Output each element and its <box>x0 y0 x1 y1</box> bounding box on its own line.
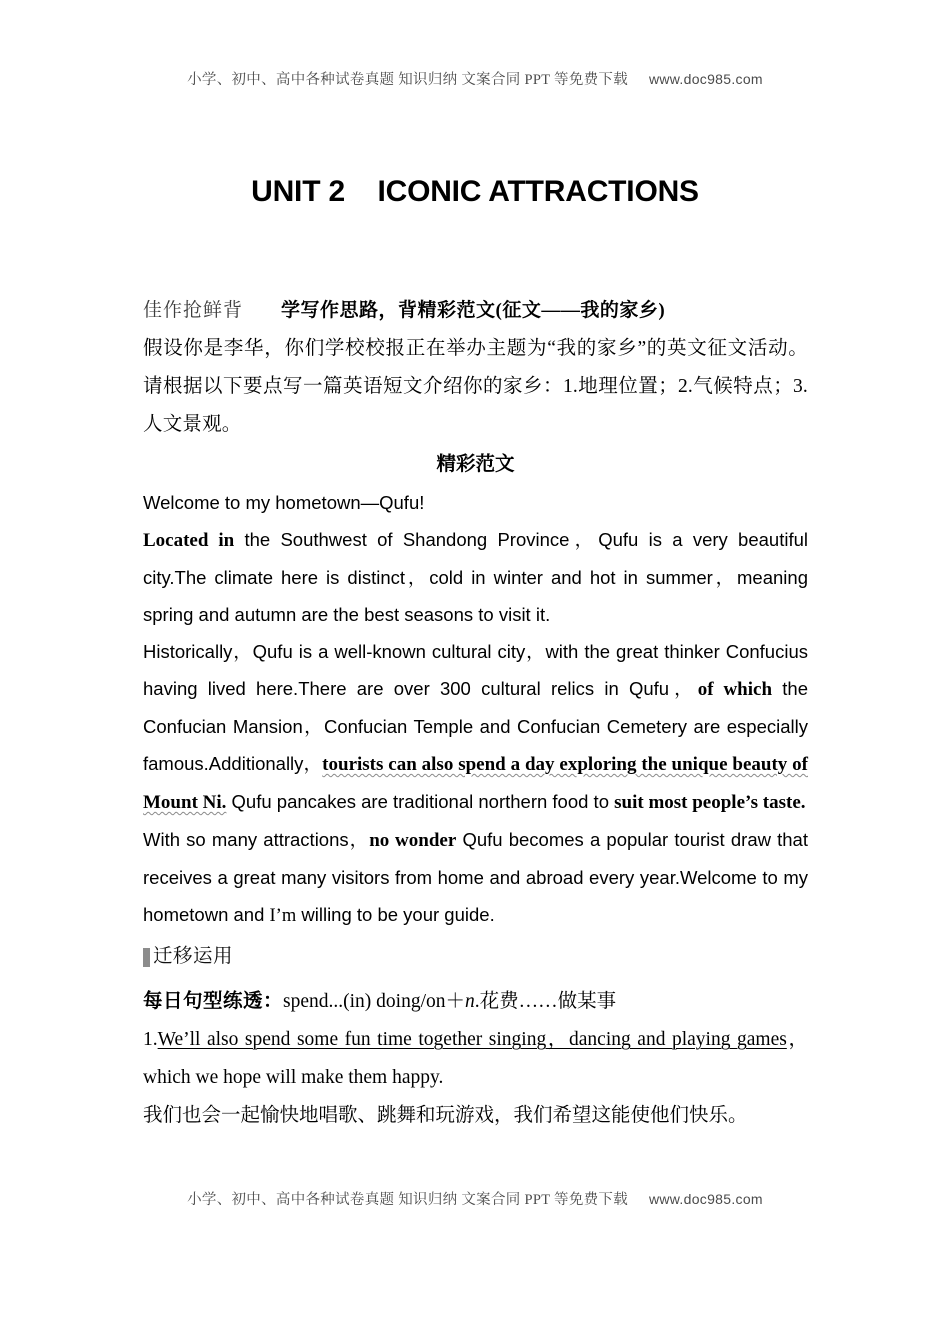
document-body <box>143 296 808 1135</box>
essay-p2-bold-lead: Located in <box>143 530 235 551</box>
section-heading-gap <box>243 300 281 321</box>
example-underlined-clause: We’ll also spend some fun time together singing，dancing and playing games <box>157 1029 787 1050</box>
essay-p4-text-2: Qufu becomes a popular tourist draw that receives a great many visitors from home and abroad every year.Welcome to my hometown and <box>143 829 808 925</box>
section-heading <box>143 296 808 326</box>
essay-p3-wavy-highlight: tourists can also spend a day exploring the unique beauty of Mount Ni. <box>143 754 808 813</box>
essay-p3-text-4: . <box>800 792 806 813</box>
daily-pattern-label: 每日句型练透： <box>143 991 284 1012</box>
essay-p4-serif-im: I’m <box>269 906 297 926</box>
essay-paragraph-4 <box>143 821 808 935</box>
running-head-url-text: www.doc985.com <box>648 71 763 87</box>
essay-p3-text-2: the Confucian Mansion，Confucian Temple and Confucian Cemetery are especially famous.Additionally， <box>143 678 808 774</box>
daily-pattern-line <box>143 983 808 1021</box>
running-foot-text: 小学、初中、高中各种试卷真题 知识归纳 文案合同 PPT 等免费下载 <box>187 1192 629 1208</box>
essay-p3-text-1: Historically，Qufu is a well-known cultural city，with the great thinker Confucius having lived here.There are over 300 cultural relics in Qufu， <box>143 641 808 699</box>
example-tail: ，which we hope will make them happy. <box>143 1029 808 1088</box>
daily-pattern-formula-a: spend...(in) doing/on＋ <box>283 991 465 1012</box>
daily-pattern-formula-italic: n <box>465 991 475 1012</box>
daily-pattern-formula-b: .花费……做某事 <box>474 991 617 1012</box>
essay-p3-bold-suit-taste: suit most people’s taste <box>614 792 801 813</box>
page-title: UNIT 2 ICONIC ATTRACTIONS <box>251 175 699 208</box>
running-head-url <box>628 71 649 87</box>
essay-paragraph-3 <box>143 633 808 821</box>
essay-line-greeting: Welcome to my hometown—Qufu! <box>143 492 425 513</box>
essay-p2-text: the Southwest of Shandong Province，Qufu is a very beautiful city.The climate here is distinct，cold in winter and hot in summer，meaning spring and autumn are the best seasons to visit it. <box>143 529 808 625</box>
running-foot-gap <box>628 1191 649 1207</box>
transfer-section-label: 迁移运用 <box>153 946 234 967</box>
section-bar-icon <box>143 948 150 967</box>
essay-p4-text-1: With so many attractions， <box>143 829 370 850</box>
running-foot-url-text: www.doc985.com <box>648 1191 763 1207</box>
example-translation: 我们也会一起愉快地唱歌、跳舞和玩游戏，我们希望这能使他们快乐。 <box>143 1105 748 1126</box>
essay-p4-text-3: willing to be your guide. <box>296 904 495 925</box>
section-title: 学写作思路，背精彩范文(征文——我的家乡) <box>281 300 666 321</box>
transfer-section-heading <box>143 945 808 969</box>
section-tag: 佳作抢鲜背 <box>143 300 244 321</box>
model-essay-heading: 精彩范文 <box>436 454 515 475</box>
example-number: 1. <box>143 1029 158 1050</box>
essay-p3-bold-of-which: of which <box>697 679 773 700</box>
running-foot <box>0 1188 950 1209</box>
writing-prompt: 假设你是李华，你们学校校报正在举办主题为“我的家乡”的英文征文活动。请根据以下要点写一篇英语短文介绍你的家乡：1.地理位置；2.气候特点；3.人文景观。 <box>143 338 808 435</box>
essay-p3-text-3: Qufu pancakes are traditional northern food to <box>226 791 615 812</box>
running-head <box>0 68 950 89</box>
running-head-text: 小学、初中、高中各种试卷真题 知识归纳 文案合同 PPT 等免费下载 <box>187 72 629 88</box>
essay-paragraph-2 <box>143 521 808 633</box>
example-sentence <box>143 1021 808 1097</box>
essay-p4-bold-no-wonder: no wonder <box>369 830 457 851</box>
